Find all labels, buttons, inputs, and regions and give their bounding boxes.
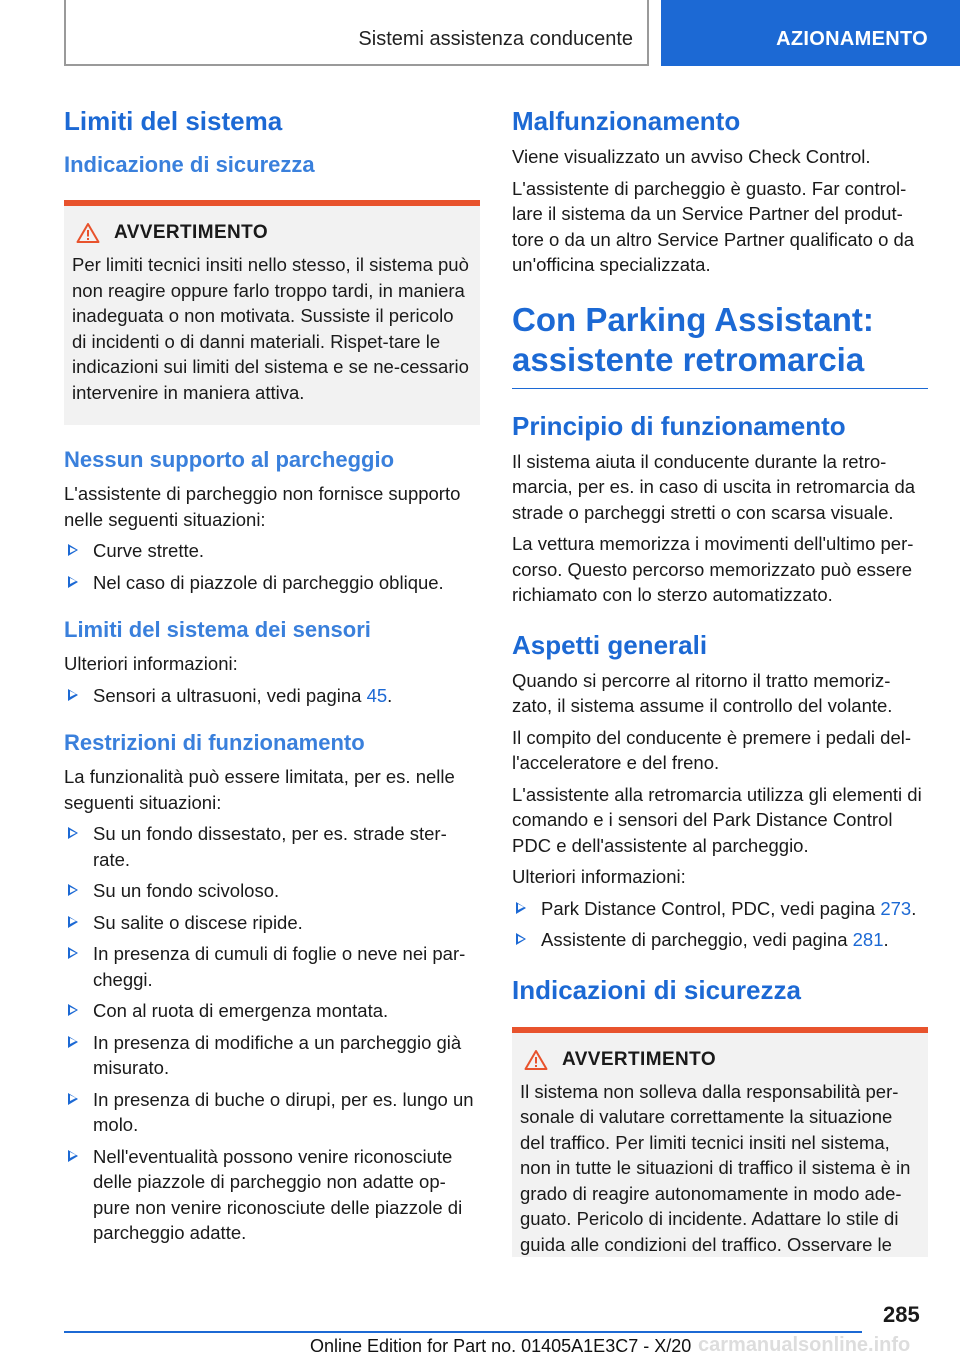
bullet-list [64, 821, 480, 1246]
bullet-triangle-icon [68, 916, 78, 928]
heading-no-parking-support: Nessun supporto al parcheggio [64, 447, 395, 472]
chapter-tab-label: AZIONAMENTO [776, 28, 928, 50]
warning-title: AVVERTIMENTO [562, 1048, 716, 1070]
warning-header [76, 222, 472, 244]
bullet-list [64, 538, 480, 595]
list-item: Su un fondo dissestato, per es. strade ster-rate. [64, 821, 480, 872]
paragraph: Il sistema aiuta il conducente durante la retro-marcia, per es. in caso di uscita in retromarcia da strade o parcheggi stretti o con scarsa visuale. [512, 450, 916, 523]
paragraph: Ulteriori informazioni: [64, 653, 238, 674]
bullet-triangle-icon [68, 1004, 78, 1016]
list-item: Assistente di parcheggio, vedi pagina 281. [512, 927, 928, 953]
running-header [64, 0, 649, 66]
list-item: Curve strette. [64, 538, 480, 564]
section-title: Sistemi assistenza conducente [358, 28, 633, 50]
warning-text: Per limiti tecnici insiti nello stesso, il sistema può non reagire oppure farlo troppo tardi, in maniera inadeguata o non motivata. Sussiste il pericolo di incidenti o di danni materiali. Rispet-tare le indicazioni sui limiti del sistema e se ne-cessario intervenire in maniera attiva. [72, 254, 469, 403]
warning-text: Il sistema non solleva dalla responsabilità per-sonale di valutare correttamente la situazione del traffico. Per limiti tecnici insiti nel sistema, non in tutte le situazioni di traffico il sistema è in grado di reagire autonomamente in modo ade-guato. Pericolo di incidente. Adattare lo stile di guida alle condizioni del traffico. Osservare le [520, 1080, 911, 1255]
bullet-triangle-icon [68, 1036, 78, 1048]
bullet-triangle-icon [68, 827, 78, 839]
right-column [512, 100, 928, 1257]
paragraph: Il compito del conducente è premere i pedali del-l'acceleratore e del freno. [512, 726, 912, 773]
list-item: Su un fondo scivoloso. [64, 878, 480, 904]
bullet-triangle-icon [516, 902, 526, 914]
heading-general: Aspetti generali [512, 629, 708, 660]
watermark: carmanualsonline.info [698, 1334, 911, 1356]
heading-reversing-assistant: Con Parking Assistant: assistente retromarcia [512, 300, 928, 389]
warning-box [512, 1027, 928, 1257]
list-item: Nel caso di piazzole di parcheggio oblique. [64, 570, 480, 596]
paragraph: Ulteriori informazioni: [512, 866, 686, 887]
warning-title: AVVERTIMENTO [114, 222, 268, 243]
bullet-list [512, 896, 928, 953]
list-item: In presenza di buche o dirupi, per es. lungo un molo. [64, 1087, 480, 1138]
list-item: In presenza di cumuli di foglie o neve nei par-cheggi. [64, 941, 480, 992]
heading-system-limits: Limiti del sistema [64, 106, 283, 136]
chapter-tab[interactable] [661, 0, 960, 66]
footer-divider [64, 1331, 862, 1333]
list-item: Nell'eventualità possono venire riconosciute delle piazzole di parcheggio non adatte op-pure non venire riconosciute delle piazzole di parcheggio adatte. [64, 1144, 480, 1246]
list-item: Su salite o discese ripide. [64, 910, 480, 936]
page-link-45[interactable]: 45 [366, 684, 388, 706]
bullet-triangle-icon [68, 884, 78, 896]
list-item: Sensori a ultrasuoni, vedi pagina 45. [64, 683, 480, 709]
heading-malfunction: Malfunzionamento [512, 106, 741, 136]
heading-safety-note: Indicazione di sicurezza [64, 152, 315, 177]
paragraph: Quando si percorre al ritorno il tratto memoriz-zato, il sistema assume il controllo del volante. [512, 669, 893, 716]
warning-triangle-icon [524, 1049, 548, 1071]
heading-sensor-limits: Limiti del sistema dei sensori [64, 617, 371, 642]
heading-operating-principle: Principio di funzionamento [512, 410, 846, 441]
list-item: Con al ruota di emergenza montata. [64, 998, 480, 1024]
bullet-triangle-icon [68, 576, 78, 588]
bullet-triangle-icon [516, 933, 526, 945]
paragraph: La vettura memorizza i movimenti dell'ultimo per-corso. Questo percorso memorizzato può essere richiamato con lo sterzo automatizzato. [512, 533, 914, 605]
bullet-triangle-icon [68, 947, 78, 959]
paragraph: Viene visualizzato un avviso Check Control. [512, 146, 871, 167]
bullet-triangle-icon [68, 544, 78, 556]
paragraph: L'assistente di parcheggio è guasto. Far control-lare il sistema da un Service Partner del produt-tore o da un altro Service Partner qualificato o da un'officina specializzata. [512, 177, 915, 275]
list-item: In presenza di modifiche a un parcheggio già misurato. [64, 1030, 480, 1081]
page-number: 285 [883, 1302, 920, 1327]
warning-box [64, 200, 480, 425]
heading-safety-notes: Indicazioni di sicurezza [512, 974, 801, 1005]
left-column [64, 100, 480, 1246]
heading-function-restrictions: Restrizioni di funzionamento [64, 730, 365, 755]
paragraph: L'assistente alla retromarcia utilizza gli elementi di comando e i sensori del Park Distance Control PDC e dell'assistente al parcheggio. [512, 783, 922, 856]
paragraph: La funzionalità può essere limitata, per es. nelle seguenti situazioni: [64, 766, 455, 813]
bullet-triangle-icon [68, 1093, 78, 1105]
page-link-273[interactable]: 273 [880, 897, 912, 919]
warning-triangle-icon [76, 222, 100, 244]
bullet-triangle-icon [68, 1150, 78, 1162]
warning-header [524, 1049, 920, 1071]
bullet-list [64, 683, 480, 709]
bullet-triangle-icon [68, 689, 78, 701]
edition-note: Online Edition for Part no. 01405A1E3C7 - X/20 [310, 1336, 692, 1356]
page-link-281[interactable]: 281 [852, 929, 884, 950]
paragraph: L'assistente di parcheggio non fornisce supporto nelle seguenti situazioni: [64, 483, 461, 530]
list-item: Park Distance Control, PDC, vedi pagina 273. [512, 896, 928, 922]
